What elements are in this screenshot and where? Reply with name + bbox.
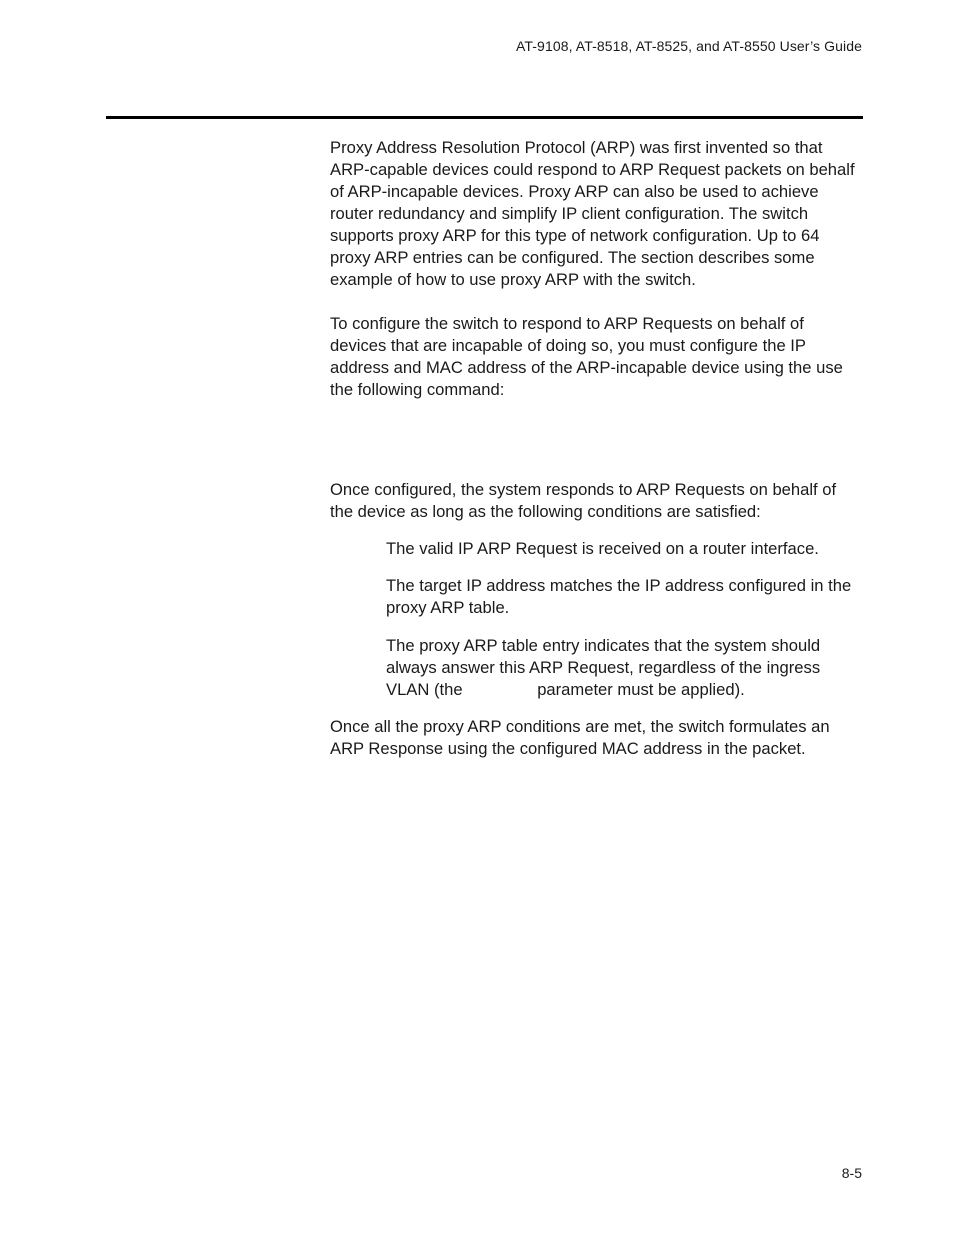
intro-paragraph: Proxy Address Resolution Protocol (ARP) was first invented so that ARP-capable devices could respond to ARP Request packets on behalf of ARP-incapable devices. Proxy ARP can also be used to achieve router redundancy and simplify IP client configuration. The switch supports proxy ARP for this type of network configuration. Up to 64 proxy ARP entries can be configured. The section describes some example of how to use proxy ARP with the switch. [330, 138, 855, 289]
condition-text: The valid IP ARP Request is received on a router interface. [386, 539, 819, 558]
condition-3-lead: The proxy ARP table entry indicates that the system should always answer this ARP Request, regardless of the ingress VLAN (the [386, 636, 821, 699]
conditions-intro-paragraph: Once configured, the system responds to ARP Requests on behalf of the device as long as the following conditions are satisfied: [330, 480, 837, 521]
configure-paragraph: To configure the switch to respond to ARP Requests on behalf of devices that are incapable of doing so, you must configure the IP address and MAC address of the ARP-incapable device using the use the following command: [330, 314, 843, 399]
condition-list-item [386, 635, 862, 701]
condition-text [386, 635, 862, 701]
header-rule [106, 116, 863, 119]
condition-3-tail: parameter must be applied). [537, 680, 745, 699]
page-number: 8-5 [841, 1165, 862, 1181]
condition-text: The target IP address matches the IP address configured in the proxy ARP table. [386, 576, 852, 617]
condition-list-item [386, 538, 862, 560]
running-header: AT-9108, AT-8518, AT-8525, and AT-8550 User’s Guide [516, 38, 862, 54]
closing-paragraph: Once all the proxy ARP conditions are met, the switch formulates an ARP Response using the configured MAC address in the packet. [330, 717, 830, 758]
condition-list-item [386, 575, 862, 619]
